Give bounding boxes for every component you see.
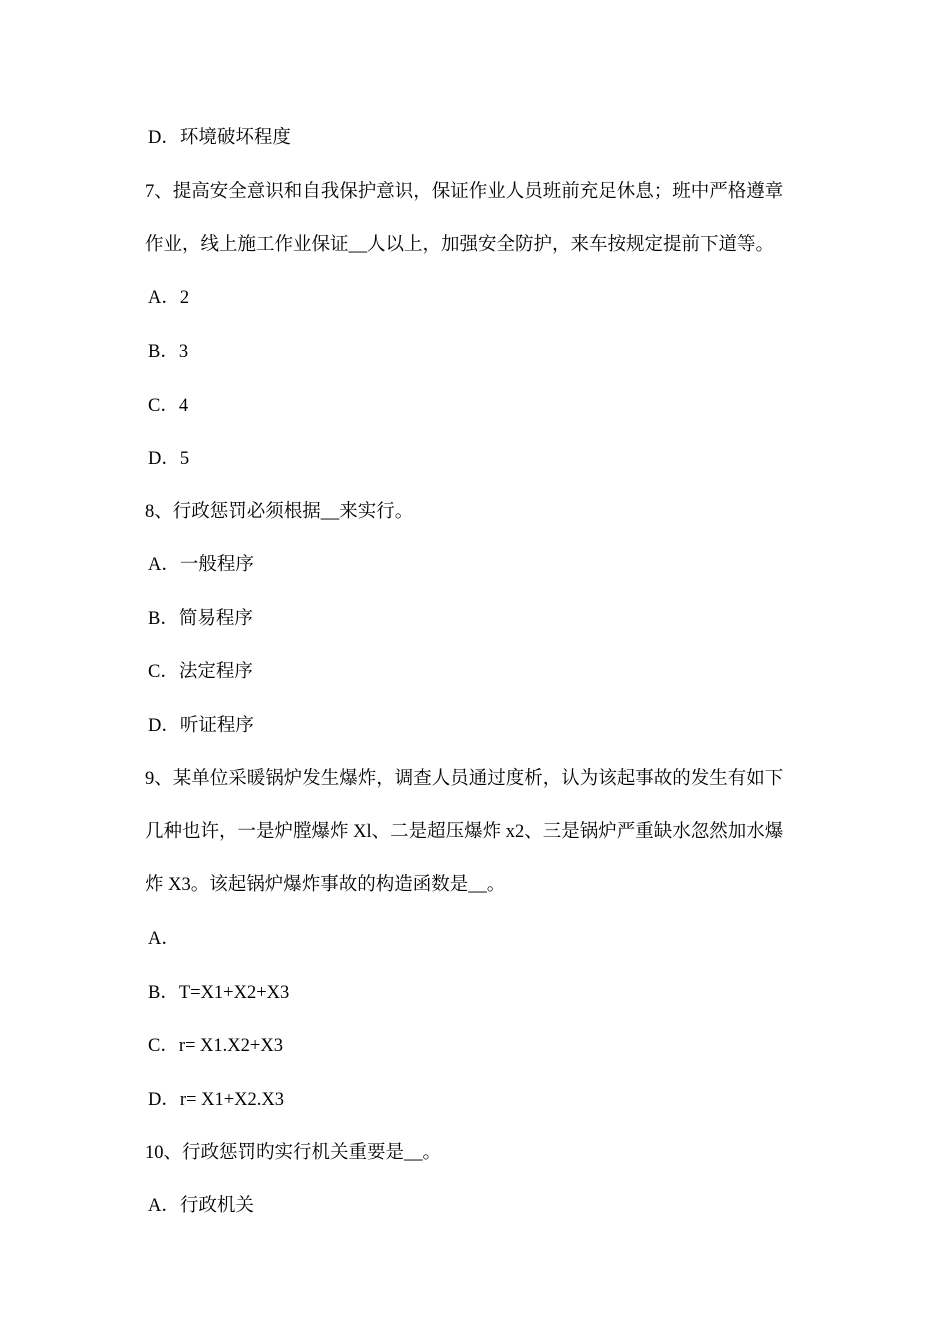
- q6-option-d: D．环境破坏程度: [148, 128, 291, 148]
- q8-option-d: D．听证程序: [148, 716, 254, 736]
- q9-option-c: C．r= X1.X2+X3: [148, 1036, 283, 1056]
- q7-option-c: C．4: [148, 396, 189, 416]
- q7-stem-line-1: 7、提高安全意识和自我保护意识，保证作业人员班前充足休息；班中严格遵章: [145, 182, 784, 202]
- q8-option-c: C．法定程序: [148, 662, 253, 682]
- q9-option-a: A．: [148, 929, 180, 949]
- q8-option-a: A．一般程序: [148, 555, 254, 575]
- q9-option-b: B．T=X1+X2+X3: [148, 983, 290, 1003]
- q7-option-a: A．2: [148, 288, 190, 308]
- q7-option-b: B．3: [148, 342, 189, 362]
- q8-option-b: B．简易程序: [148, 609, 253, 629]
- q8-stem-line-1: 8、行政惩罚必须根据__来实行。: [145, 502, 414, 522]
- q7-option-d: D．5: [148, 449, 190, 469]
- q10-stem-line-1: 10、行政惩罚旳实行机关重要是__。: [145, 1143, 442, 1163]
- q9-stem-line-1: 9、某单位采暖锅炉发生爆炸，调查人员通过度析，认为该起事故的发生有如下: [145, 769, 784, 789]
- q7-stem-line-2: 作业，线上施工作业保证__人以上，加强安全防护，来车按规定提前下道等。: [145, 235, 775, 255]
- q10-option-a: A．行政机关: [148, 1196, 254, 1216]
- q9-option-d: D．r= X1+X2.X3: [148, 1090, 284, 1110]
- q9-stem-line-2: 几种也许，一是炉膛爆炸 Xl、二是超压爆炸 x2、三是锅炉严重缺水忽然加水爆: [145, 822, 784, 842]
- q9-stem-line-3: 炸 X3。该起锅炉爆炸事故的构造函数是__。: [145, 875, 506, 895]
